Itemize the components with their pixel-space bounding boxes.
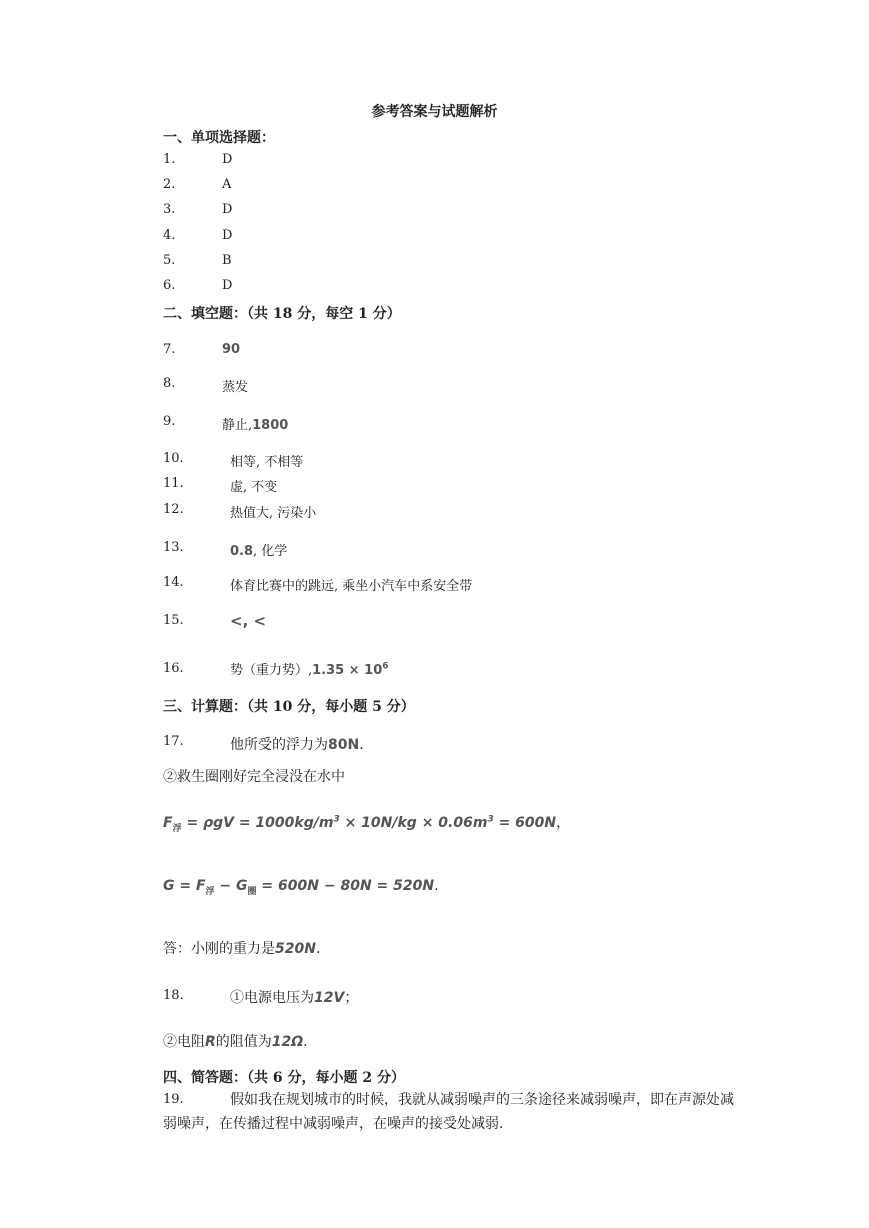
formula-buoyancy [163,812,570,834]
answer-text: 静止, [222,418,253,433]
answer-line [163,938,320,958]
mc-answer: D [222,278,233,293]
question-number: 16. [163,661,184,676]
answer-line [230,659,389,678]
answer-line [230,734,364,754]
answer-value: 80N [328,737,360,753]
answer-text: 答：小刚的重力是 [163,941,275,957]
section-heading-short-answer: 四、简答题：（共 6 分，每小题 2 分） [163,1070,405,1086]
answer-value: 1.35 × 10 [312,663,383,678]
answer-exponent: 6 [382,661,389,672]
question-number: 12. [163,502,184,517]
question-number: 11. [163,476,184,491]
answer-paragraph: 假如我在规划城市的时候，我就从减弱噪声的三条途径来减弱噪声，即在声源处减弱噪声，在传播过程中减弱噪声，在噪声的接受处减弱. [163,1092,734,1132]
formula-part: G = F [163,878,206,894]
mc-number: 4. [163,228,176,243]
formula-superscript: 3 [333,814,340,825]
question-number: 18. [163,988,184,1003]
answer-text: 相等, 不相等 [230,455,304,470]
punctuation: . [303,1034,308,1050]
formula-part: = 600N − 80N = 520N [256,878,435,894]
formula-part: − G [214,878,248,894]
mc-answer: A [222,177,232,192]
answer-value: 90 [222,342,241,357]
section-heading-calculation: 三、计算题：（共 10 分，每小题 5 分） [163,699,415,715]
answer-line [163,1031,308,1051]
answer-line [222,414,288,433]
punctuation: ， [556,815,571,831]
punctuation: . [434,878,439,894]
answer-value: 520N [275,941,316,957]
answer-value: 12Ω [271,1034,304,1050]
question-number: 13. [163,540,184,555]
question-number: 17. [163,734,184,749]
answer-text: 势（重力势）, [230,663,313,678]
punctuation: ； [344,990,359,1006]
formula-subscript: 圈 [247,886,257,897]
answer-value: 1800 [252,418,289,433]
formula-part: = ρgV = 1000kg/m [181,815,334,831]
formula-part: × 10N/kg × 0.06m [339,815,488,831]
answer-text: 蒸发 [222,380,249,395]
page-title: 参考答案与试题解析 [371,104,498,120]
answer-value: <, < [230,612,267,630]
mc-answer: D [222,152,233,167]
answer-text: ①电源电压为 [230,990,314,1006]
punctuation: . [359,737,364,753]
question-number: 7. [163,342,176,357]
answer-line [230,987,358,1007]
mc-number: 5. [163,253,176,268]
formula-subscript: 浮 [205,886,215,897]
answer-text: , 化学 [253,544,288,559]
question-number: 19. [163,1092,184,1107]
mc-number: 3. [163,202,176,217]
answer-value: 12V [314,990,345,1006]
answer-text: 热值大, 污染小 [230,506,317,521]
formula-part: F [163,815,173,831]
mc-number: 2. [163,177,176,192]
mc-answer: D [222,228,233,243]
answer-text: 的阻值为 [215,1034,272,1050]
answer-text: 虚, 不变 [230,480,278,495]
formula-part: = 600N [493,815,557,831]
mc-answer: D [222,202,233,217]
question-number: 14. [163,575,184,590]
answer-text: 他所受的浮力为 [230,737,328,753]
section-heading-fill-blank: 二、填空题：（共 18 分，每空 1 分） [163,306,401,322]
answer-text: ②电阻 [163,1034,205,1050]
answer-value: 0.8 [230,544,254,559]
formula-subscript: 浮 [172,823,182,834]
solution-step: ②救生圈刚好完全浸没在水中 [163,769,345,785]
mc-number: 1. [163,152,176,167]
question-number: 8. [163,376,176,391]
question-number: 9. [163,414,176,429]
mc-number: 6. [163,278,176,293]
section-heading-single-choice: 一、单项选择题： [163,130,275,146]
answer-text: 体育比赛中的跳远, 乘坐小汽车中系安全带 [230,579,473,594]
formula-superscript: 3 [487,814,494,825]
question-number: 15. [163,613,184,628]
answer-line [230,540,287,559]
formula-weight [163,878,439,897]
punctuation: . [315,941,321,957]
question-number: 10. [163,451,184,466]
variable: R [205,1034,216,1050]
mc-answer: B [222,253,232,268]
